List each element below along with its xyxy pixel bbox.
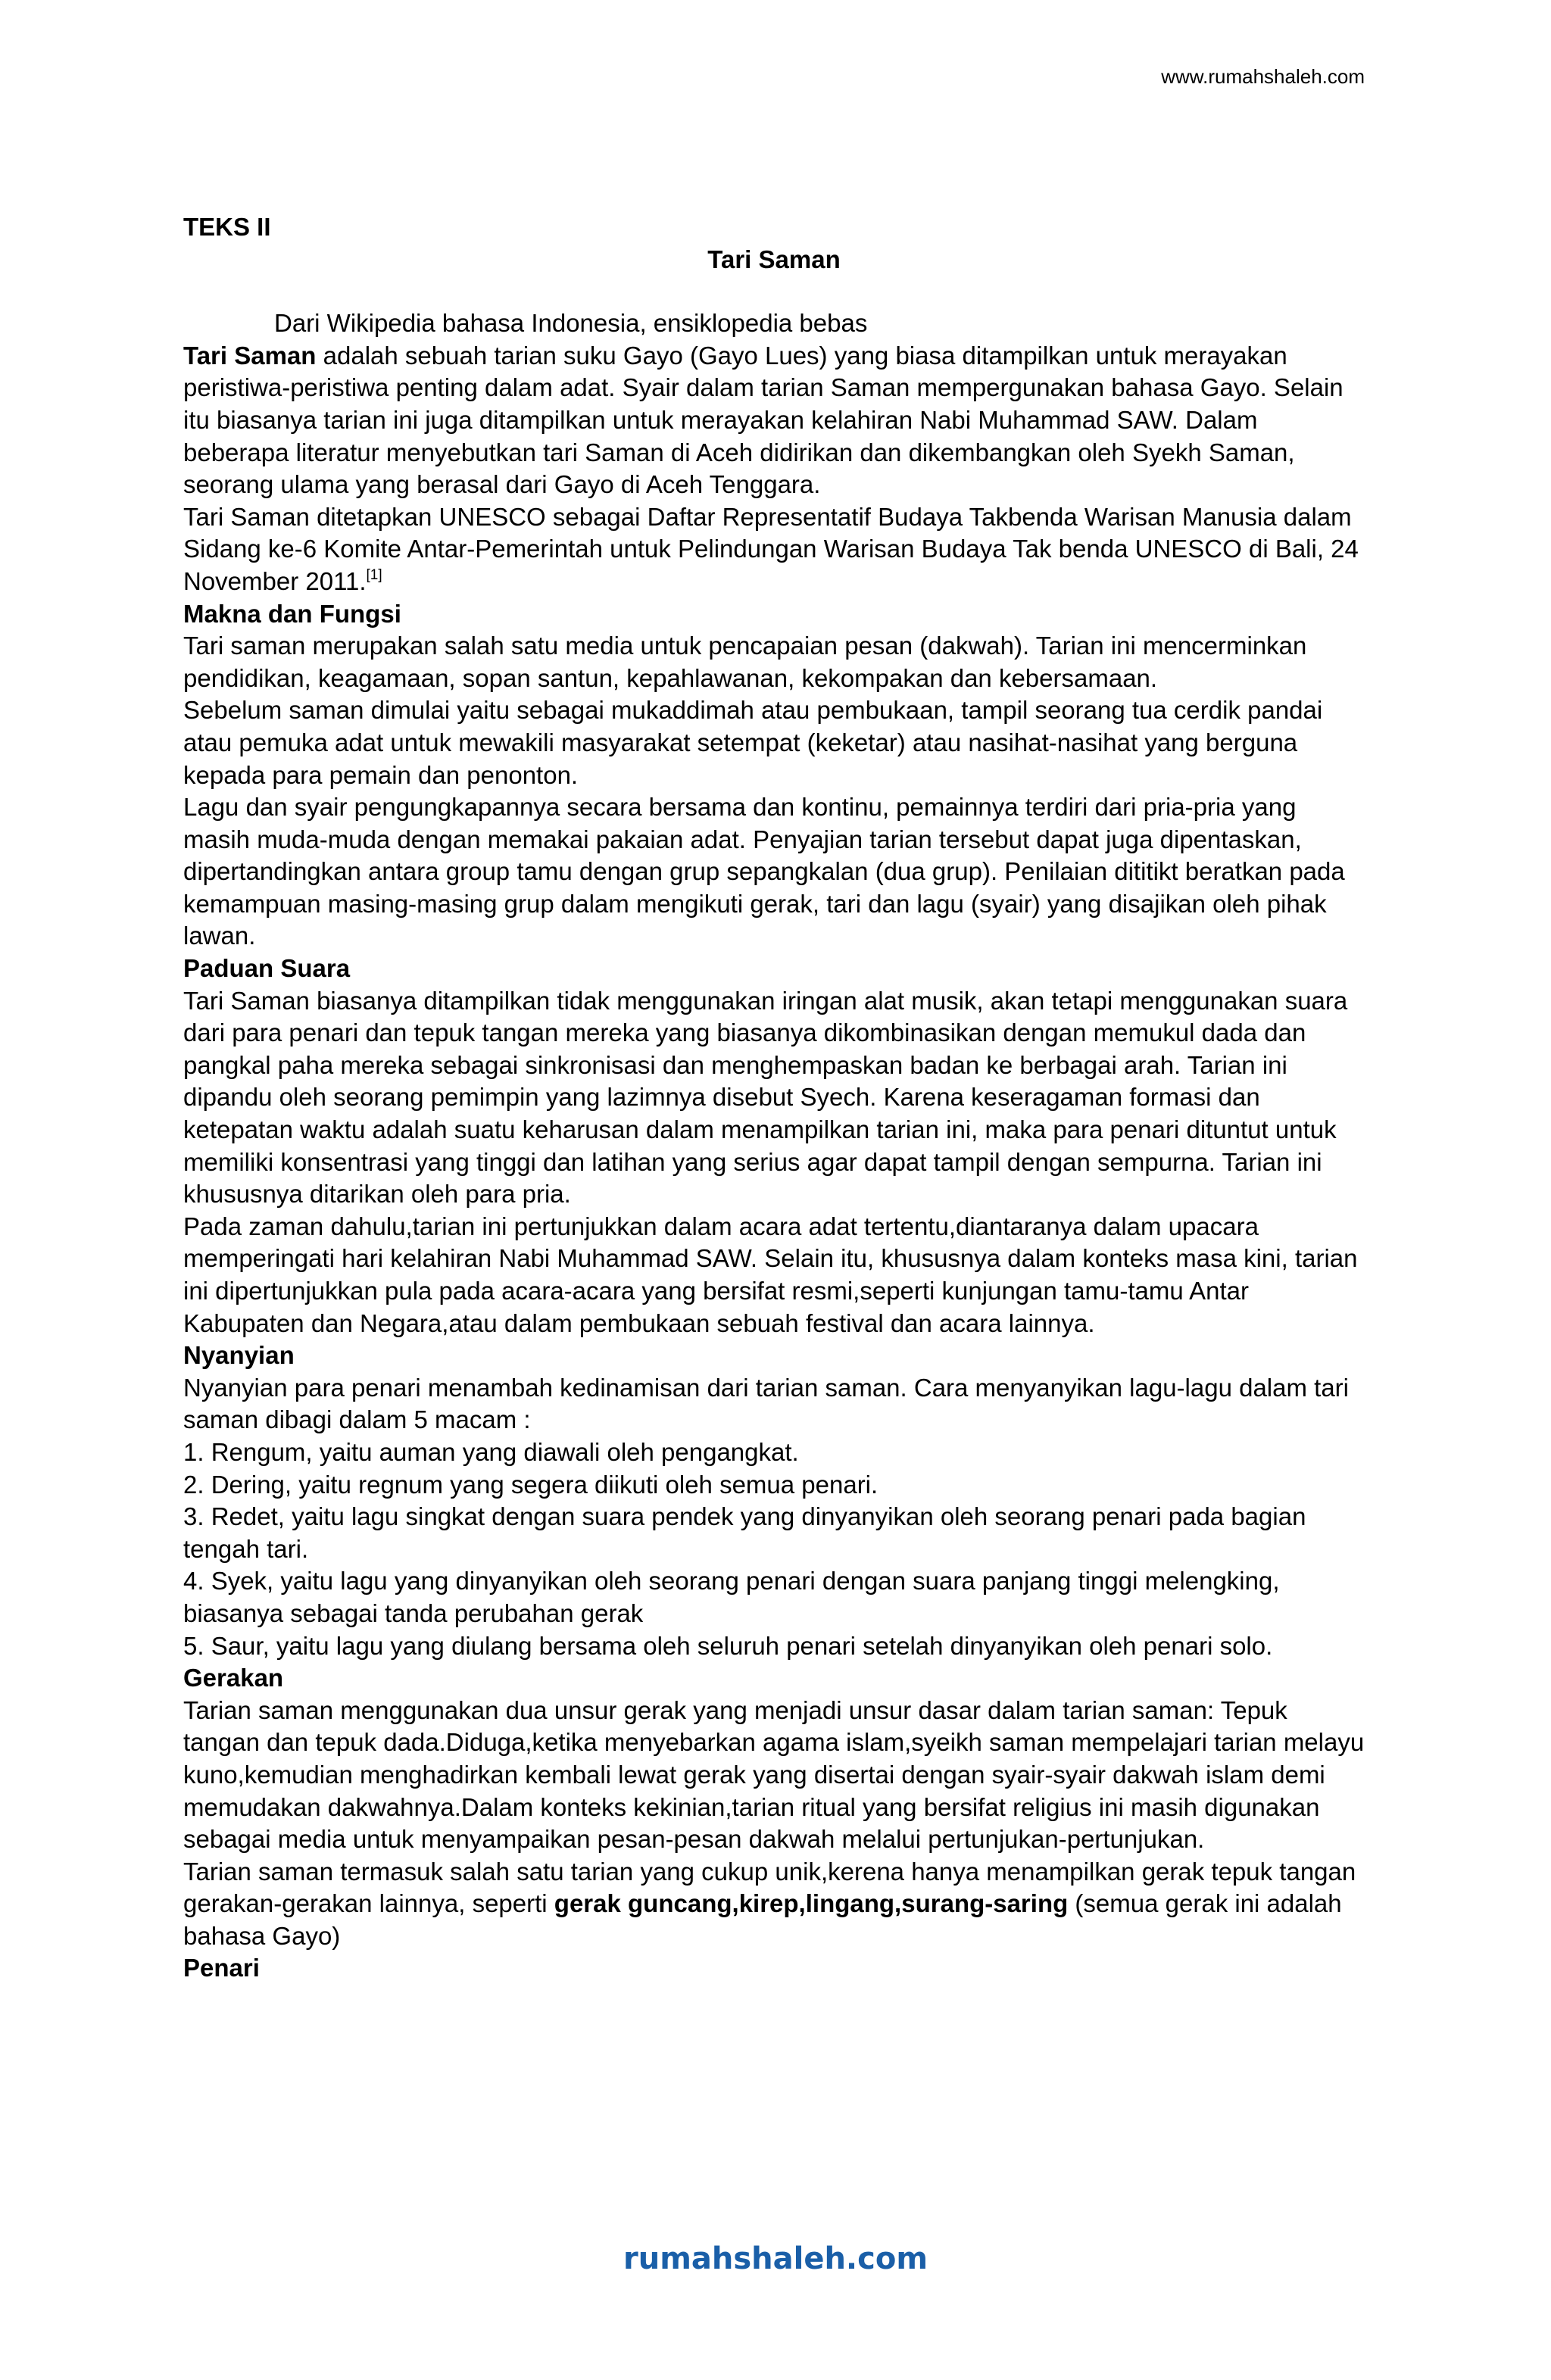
section-heading-makna: Makna dan Fungsi <box>183 599 401 628</box>
unesco-text: Tari Saman ditetapkan UNESCO sebagai Daftar Representatif Budaya Takbenda Warisan Manusia dalam Sidang ke-6 Komite Antar-Pemerintah untuk Pelindungan Warisan Budaya Tak benda UNESCO di Bali, 24 November 2011. <box>183 502 1359 595</box>
list-item: 2. Dering, yaitu regnum yang segera diikuti oleh semua penari. <box>183 1470 878 1499</box>
spacer <box>183 276 1365 307</box>
section-heading-penari: Penari <box>183 1954 260 1982</box>
makna-paragraph-1: Tari saman merupakan salah satu media untuk pencapaian pesan (dakwah). Tarian ini mencerminkan pendidikan, keagamaan, sopan santun, kepahlawanan, kekompakan dan kebersamaan. <box>183 632 1307 692</box>
document-body <box>183 211 1365 1985</box>
list-item: 5. Saur, yaitu lagu yang diulang bersama oleh seluruh penari setelah dinyanyikan oleh penari solo. <box>183 1631 1273 1660</box>
gerakan-paragraph-2 <box>183 1856 1365 1953</box>
intro-text: adalah sebuah tarian suku Gayo (Gayo Lues) yang biasa ditampilkan untuk merayakan peristiwa-peristiwa penting dalam adat. Syair dalam tarian Saman mempergunakan bahasa Gayo. Selain itu biasanya tarian ini juga ditampilkan untuk merayakan kelahiran Nabi Muhammad SAW. Dalam beberapa literatur menyebutkan tari Saman di Aceh didirikan dan dikembangkan oleh Syekh Saman, seorang ulama yang berasal dari Gayo di Aceh Tenggara. <box>183 341 1343 499</box>
header-site-url: www.rumahshaleh.com <box>1161 65 1365 88</box>
makna-paragraph-3: Lagu dan syair pengungkapannya secara bersama dan kontinu, pemainnya terdiri dari pria-pria yang masih muda-muda dengan memakai pakaian adat. Penyajian tarian tersebut dapat juga dipentaskan, dipertandingkan antara group tamu dengan grup sepangkalan (dua grup). Penilaian dititikt beratkan pada kemampuan masing-masing grup dalam mengikuti gerak, tari dan lagu (syair) yang disajikan oleh pihak lawan. <box>183 793 1345 950</box>
gerakan-paragraph-1: Tarian saman menggunakan dua unsur gerak yang menjadi unsur dasar dalam tarian saman: Tepuk tangan dan tepuk dada.Diduga,ketika menyebarkan agama islam,syeikh saman mempelajari tarian melayu kuno,kemudian menghadirkan kembali lewat gerak yang disertai dengan syair-syair dakwah islam demi memudakan dakwahnya.Dalam konteks kekinian,tarian ritual yang bersifat religius ini masih digunakan sebagai media untuk menyampaikan pesan-pesan dakwah melalui pertunjukan-pertunjukan. <box>183 1695 1365 1854</box>
intro-bold-lead: Tari Saman <box>183 341 317 370</box>
gerakan-text-start: Tarian saman termasuk salah satu tarian yang cukup unik,kerena hanya menampilkan gerak tepuk tangan gerakan-gerakan lainnya, seperti <box>183 1857 1356 1918</box>
gerakan-text-end: (semua gerak ini adalah bahasa Gayo) <box>183 1889 1342 1950</box>
intro-paragraph <box>183 340 1365 501</box>
list-item: 3. Redet, yaitu lagu singkat dengan suara pendek yang dinyanyikan oleh seorang penari pada bagian tengah tari. <box>183 1502 1306 1563</box>
document-title: Tari Saman <box>707 245 841 273</box>
list-item: 4. Syek, yaitu lagu yang dinyanyikan oleh seorang penari dengan suara panjang tinggi melengking, biasanya sebagai tanda perubahan gerak <box>183 1567 1280 1627</box>
paduan-paragraph-2: Pada zaman dahulu,tarian ini pertunjukkan dalam acara adat tertentu,diantaranya dalam upacara memperingati hari kelahiran Nabi Muhammad SAW. Selain itu, khususnya dalam konteks masa kini, tarian ini dipertunjukkan pula pada acara-acara yang bersifat resmi,seperti kunjungan tamu-tamu Antar Kabupaten dan Negara,atau dalam pembukaan sebuah festival dan acara lainnya. <box>183 1212 1358 1337</box>
section-heading-gerakan: Gerakan <box>183 1664 284 1692</box>
footnote-link[interactable]: [1] <box>366 566 382 583</box>
paduan-paragraph-1: Tari Saman biasanya ditampilkan tidak menggunakan iringan alat musik, akan tetapi menggunakan suara dari para penari dan tepuk tangan mereka yang biasanya dikombinasikan dengan memukul dada dan pangkal paha mereka sebagai sinkronisasi dan menghempaskan badan ke berbagai arah. Tarian ini dipandu oleh seorang pemimpin yang lazimnya disebut Syech. Karena keseragaman formasi dan ketepatan waktu adalah suatu keharusan dalam menampilkan tarian ini, maka para penari dituntut untuk memiliki konsentrasi yang tinggi dan latihan yang serius agar dapat tampil dengan sempurna. Tarian ini khususnya ditarikan oleh para pria. <box>183 986 1348 1209</box>
makna-paragraph-2: Sebelum saman dimulai yaitu sebagai mukaddimah atau pembukaan, tampil seorang tua cerdik pandai atau pemuka adat untuk mewakili masyarakat setempat (keketar) atau nasihat-nasihat yang berguna kepada para pemain dan penonton. <box>183 696 1323 789</box>
section-heading-paduan: Paduan Suara <box>183 954 351 983</box>
source-line: Dari Wikipedia bahasa Indonesia, ensiklopedia bebas <box>274 309 868 338</box>
gerakan-bold-moves: gerak guncang,kirep,lingang,surang-saring <box>554 1889 1069 1918</box>
list-item: 1. Rengum, yaitu auman yang diawali oleh pengangkat. <box>183 1437 799 1466</box>
text-label: TEKS II <box>183 213 271 241</box>
section-heading-nyanyian: Nyanyian <box>183 1341 295 1370</box>
nyanyian-paragraph-1: Nyanyian para penari menambah kedinamisan dari tarian saman. Cara menyanyikan lagu-lagu dalam tari saman dibagi dalam 5 macam : <box>183 1373 1349 1434</box>
footer-site-url[interactable]: rumahshaleh.com <box>623 2241 928 2276</box>
unesco-paragraph <box>183 501 1365 598</box>
